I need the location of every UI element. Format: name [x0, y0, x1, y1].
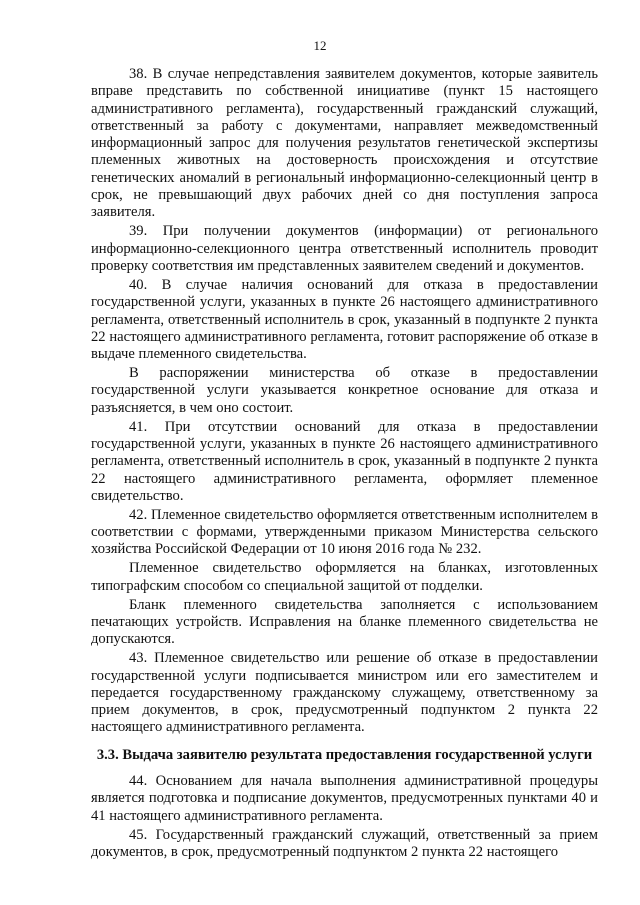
section-heading: 3.3. Выдача заявителю результата предоставления государственной услуги [96, 746, 593, 763]
paragraph-42-blanks: Племенное свидетельство оформляется на бланках, изготовленных типографским способом со специальной защитой от подделки. [91, 560, 598, 594]
paragraph-40: 40. В случае наличия оснований для отказа в предоставлении государственной услуги, указанных в пункте 26 настоящего административного регламента, ответственный исполнитель в срок, указанный в подпункте 2 пункта 22 настоящего административного регламента, готовит распоряжение об отказе в выдаче племенного свидетельства. [91, 276, 598, 363]
paragraph-42-filling: Бланк племенного свидетельства заполняется с использованием печатающих устройств. Исправления на бланке племенного свидетельства не допускаются. [91, 596, 598, 648]
paragraph-45: 45. Государственный гражданский служащий, ответственный за прием документов, в срок, предусмотренный подпунктом 2 пункта 22 настоящего [91, 826, 598, 860]
paragraph-42: 42. Племенное свидетельство оформляется ответственным исполнителем в соответствии с формами, утвержденными приказом Министерства сельского хозяйства Российской Федерации от 10 июня 2016 года № 232. [91, 506, 598, 558]
paragraph-41: 41. При отсутствии оснований для отказа в предоставлении государственной услуги, указанных в пункте 26 настоящего административного регламента, ответственный исполнитель в срок, указанный в подпункте 2 пункта 22 настоящего административного регламента, оформляет племенное свидетельство. [91, 418, 598, 504]
page-number: 12 [313, 38, 327, 53]
paragraph-44: 44. Основанием для начала выполнения административной процедуры является подготовка и подписание документов, предусмотренных пунктами 40 и 41 настоящего административного регламента. [91, 773, 598, 824]
document-body [91, 66, 598, 863]
paragraph-38: 38. В случае непредставления заявителем документов, которые заявитель вправе представить по собственной инициативе (пункт 15 настоящего административного регламента), государственный гражданский служащий, ответственный за работу с документами, направляет межведомственный информационный запрос для получения результатов генетической экспертизы племенных животных на достоверность происхождения и отсутствие генетических аномалий в региональный информационно-селекционный центр в срок, не превышающий двух рабочих дней со дня поступления запроса заявителя. [91, 66, 598, 221]
paragraph-43: 43. Племенное свидетельство или решение об отказе в предоставлении государственной услуги подписывается министром или его заместителем и передается государственному гражданскому служащему, ответственному за прием документов, в срок, предусмотренный подпунктом 2 пункта 22 настоящего административного регламента. [91, 650, 598, 736]
paragraph-40-refusal-note: В распоряжении министерства об отказе в предоставлении государственной услуги указывается конкретное основание для отказа и разъясняется, в чем оно состоит. [91, 365, 598, 416]
paragraph-39: 39. При получении документов (информации) от регионального информационно-селекционного центра ответственный исполнитель проводит проверку соответствия им представленных заявителем сведений и документов. [91, 223, 598, 274]
